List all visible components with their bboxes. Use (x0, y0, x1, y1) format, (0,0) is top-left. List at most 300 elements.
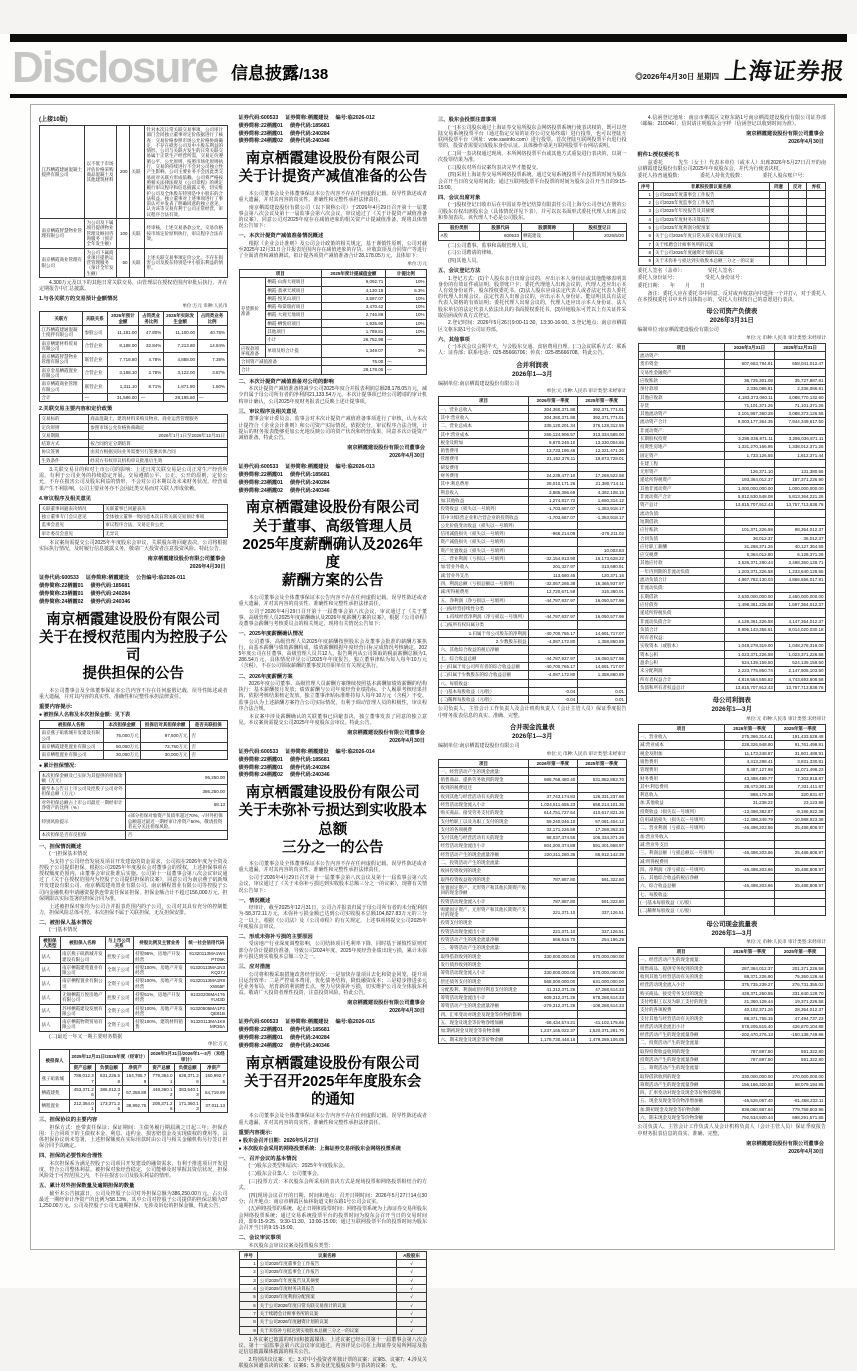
table-cell: -202,470,276.13 (724, 1031, 775, 1039)
table-cell (788, 248, 807, 256)
table-row (439, 646, 627, 654)
table-cell: 68,079,194.95 (775, 1080, 826, 1088)
table-cell: 非流动资产: (638, 426, 724, 434)
table-cell: 减:所得税费用 (638, 857, 724, 865)
table-row (239, 1260, 427, 1268)
statement-title-line: 2026年3月31日 (709, 317, 754, 325)
table-cell: 关联董事已回避表决 (103, 504, 227, 512)
table-cell: 管理费用 (439, 455, 529, 463)
table-cell: 关于续聘会计师事务所的议案 (258, 1309, 397, 1317)
table-row (638, 509, 826, 517)
table-cell: 220,311,280.35 (529, 850, 578, 858)
table-row (638, 215, 826, 223)
table-cell (529, 919, 578, 927)
table-cell: 经营活动现金流入小计 (638, 981, 724, 989)
table-cell: 持股100%，房地产开发经营 (133, 977, 186, 991)
section-heading: 五、累计对外担保数量及逾期担保的数量 (39, 1183, 135, 1190)
table-row (40, 423, 228, 431)
table-row (40, 785, 228, 799)
table-row (40, 521, 228, 529)
table-row (638, 898, 826, 906)
table-cell: 二、营业总成本 (439, 422, 529, 430)
table-cell: √ (397, 1318, 427, 1326)
table-row (638, 609, 826, 617)
table-cell: 600533 (480, 232, 521, 240)
table-cell: 对外担保总额占上市公司最近一期经审计净资产的比例（%） (40, 798, 126, 812)
table-cell: 由双方根据实际业务需要另行签署具体合同 (88, 448, 227, 456)
table-cell: 南京金基栖霞置业有限公司 (40, 366, 83, 380)
table-row (239, 1285, 427, 1293)
body-paragraph: 编制单位:南京栖霞建设股份有限公司 (438, 380, 520, 387)
table-cell: 31,586.00 (107, 393, 139, 401)
table-cell: 全资子公司 (105, 1004, 133, 1018)
table-cell: 处置固定资产、无形资产和其他长期资产收回的现金净额 (439, 883, 529, 897)
table-header-cell: 被担保人名称 (60, 936, 105, 950)
code-text: 债券简称:22栖霞01 (238, 122, 283, 129)
table-row (638, 224, 826, 232)
table-cell: 3,488,360,128.71 (775, 559, 826, 567)
table-cell: 88,371,226.90 (724, 973, 775, 981)
table-cell: 筹资活动产生的现金流量净额 (638, 1080, 724, 1088)
table-cell: 长期借款 (638, 592, 724, 600)
table-row (439, 1002, 627, 1010)
table-cell: 一、经营活动产生的现金流量: (439, 767, 529, 775)
table-cell: — (197, 393, 227, 401)
table-cell (529, 944, 578, 952)
table-cell: 13,733,196.46 (529, 447, 578, 455)
table-cell: 10% (385, 294, 426, 302)
signature-line: 南京栖霞建设股份有限公司董事会 (347, 729, 425, 736)
table-cell: 17,268,522.58 (577, 472, 626, 480)
table-row (439, 613, 627, 621)
table-cell: 公司2025年度监事会工作报告 (258, 1268, 397, 1276)
table-cell: A股 (439, 232, 480, 240)
body-paragraph: 本公司董事会及全体董事保证本公告内容不存在任何虚假记载、误导性陈述或者重大遗漏，并对其内容的真实性、准确性和完整性承担法律责任。 (238, 861, 427, 874)
table-cell: 13,757,713,838.76 (775, 683, 826, 691)
table-cell: 公司2025年度利润分配预案 (258, 1293, 397, 1301)
table-cell (769, 240, 788, 248)
table-cell: 加:营业外收入 (439, 563, 529, 571)
table-header-cell: 项目 (439, 397, 529, 405)
table-row (239, 319, 427, 327)
table-cell: 13,815,707,912.43 (724, 501, 775, 509)
table-row (239, 344, 427, 358)
table-cell: 16,366,937.97 (577, 579, 626, 587)
table-row (40, 529, 228, 537)
table-cell: 1,178,730,448.16 (529, 1035, 578, 1043)
table-row (40, 1018, 228, 1032)
table-row (638, 257, 826, 265)
table-cell: 3,188.10 (107, 366, 139, 380)
announcement-headline (239, 150, 428, 187)
body-paragraph: 担保方式：连带责任保证；保证期间：主债务履行期届满之日起三年；担保范围：主合同项下的主债权本金、利息、违约金、损害赔偿金及实现债权的费用等。具体担保协议尚未签署，上述担保额度在实际用款时由公司与相关金融机构另行签订担保合同予以确定。 (39, 1124, 228, 1150)
body-paragraph: 1.各议案已披露的时间和披露媒体：上述议案已经公司第十一届董事会第八次会议、第十一届监事会第六次会议审议通过，内容详见公司在上海证券交易所网站及指定信息披露媒体披露的相关公告。 (238, 1336, 427, 1356)
table-row (638, 1097, 826, 1105)
table-cell: 72,750万元 (141, 742, 190, 750)
table-cell: 100 (116, 219, 129, 248)
table-cell: 购建固定资产、无形资产和其他长期资产支付的现金 (439, 905, 529, 919)
signature (239, 729, 426, 745)
table-cell: 64,719.99 (201, 1085, 227, 1099)
table-cell: 570,000,000.00 (577, 952, 626, 960)
table-cell: 南京燕子矶新城开发建设有限公司 (40, 729, 104, 743)
table-cell: 投资活动产生的现金流量净额 (439, 936, 529, 944)
table-cell: 330,000,000.00 (724, 1072, 775, 1080)
table-cell: 25,488,808.97 (775, 882, 826, 890)
unit-line: 单位:元 币种:人民币 审计类型:未经审计 (546, 750, 627, 756)
table-cell: 779,759,803.96 (775, 1105, 826, 1113)
table-row (439, 488, 627, 496)
code-text: 债券简称:22栖霞01 (238, 756, 283, 763)
data-table (39, 504, 228, 538)
table-cell (724, 1089, 775, 1097)
body-paragraph: (一)本次会议会期半天，与会股东交通、食宿费用自理。(二)会议联系方式：联系人：证券部；联系电话：025-85666706；传真：025-85666708。特此公告。 (438, 344, 627, 357)
table-cell: 156,156,320.93 (724, 1080, 775, 1088)
table-cell: 3,286,036,871.11 (775, 434, 826, 442)
table-cell: 4,147,364,012.37 (775, 617, 826, 625)
table-cell: -0.04 (529, 696, 578, 704)
table-cell: 21,360,128.44 (724, 997, 775, 1005)
table-cell: 3,088,373,126.55 (775, 410, 826, 418)
table-cell: 其他流动资产 (638, 410, 724, 418)
table-cell (724, 517, 775, 525)
headline-line: 提供担保的公告 (82, 666, 184, 683)
table-cell: 8,003,177,364.35 (724, 418, 775, 426)
table-cell: 栖霞·悦见山项目 (265, 294, 321, 302)
table-row (239, 358, 427, 366)
table-cell: (二)按所有权归属分类 (439, 621, 529, 629)
table-cell: 16,050,577.96 (577, 613, 626, 621)
table-cell: 关于公司2026年度日常关联交易预计的议案 (653, 232, 769, 240)
section-heading: 2.关联交易主要内容和定价政策 (39, 406, 113, 413)
table-cell: 1,697,364,012.37 (775, 600, 826, 608)
table-cell: 25,488,808.97 (775, 849, 826, 857)
table-row (638, 1114, 826, 1122)
body-paragraph: 本议案中涉及薪酬确认的关联董事已回避表决，独立董事发表了同意的独立意见。本议案尚需提交公司2025年年度股东会审议。特此公告。 (238, 713, 427, 726)
data-table (39, 771, 228, 840)
table-row (40, 339, 228, 353)
table-cell: 六、期末现金及现金等价物余额 (638, 1114, 724, 1122)
table-row (439, 555, 627, 563)
table-cell: -9,186,922.38 (775, 807, 826, 815)
table-cell: 交易标的 (40, 415, 89, 423)
body-paragraph: (一)本公司股东通过上海证券交易所股东会网络投票系统行使表决权的，既可以登陆交易系统投票平台（通过指定交易的证券公司交易终端）进行投票，也可以登陆互联网投票平台（网址：vote.sseinfo.com）进行投票。首次登陆互联网投票平台进行投票的，投资者需要完成股东身份认证。具体操作请见互联网投票平台网站说明。 (438, 124, 627, 150)
table-cell: 658,041,012.47 (775, 360, 826, 368)
table-row (638, 1056, 826, 1064)
table-cell: 非流动资产合计 (638, 493, 724, 501)
code-text: 债券代码:185681 (90, 583, 131, 590)
table-cell: 法人 (40, 1018, 61, 1032)
table-cell: 收回投资收到的现金 (439, 867, 529, 875)
table-row (40, 742, 228, 750)
table-cell: 91320113MA1W4PT09K (186, 950, 227, 964)
table-row (40, 1099, 228, 1113)
table-cell: 787,887.80 (529, 875, 578, 883)
table-cell: 37,011.13 (201, 1099, 227, 1113)
table-cell: (一)基本每股收益（元/股） (638, 898, 724, 906)
table-cell: 275,366,314.41 (724, 733, 775, 741)
table-cell: 3,885,396.69 (529, 488, 578, 496)
table-header-cell: 2026年第一季度 (724, 724, 775, 732)
table-cell: 1.持续经营净利润（净亏损以－号填列） (439, 613, 529, 621)
table-cell: 1,498,361,226.58 (724, 600, 775, 608)
data-table (39, 311, 228, 402)
table-cell: 1,237,165,022.37 (529, 1027, 578, 1035)
table-row (439, 801, 627, 809)
statement-title-line: 2026年1—3月 (711, 929, 752, 937)
table-cell: 预付款项 (638, 385, 724, 393)
table-cell: 公司2025年度财务决算报告 (653, 215, 769, 223)
code-text: 债券简称:24栖霞02 (238, 772, 283, 779)
table-cell: 335,120,201.34 (529, 422, 578, 430)
table-cell: 非流动负债合计 (638, 617, 724, 625)
code-text: 证券代码:600533 (39, 575, 79, 582)
table-row (239, 1268, 427, 1276)
table-row (239, 294, 427, 302)
table-header-cell: 项目 (439, 759, 529, 767)
table-cell: 4,819,564,555.82 (724, 675, 775, 683)
table-row (638, 964, 826, 972)
table-cell (577, 679, 626, 687)
table-cell: 税金及附加 (638, 749, 724, 757)
table-cell (529, 784, 578, 792)
table-cell: 减:所得税费用 (439, 588, 529, 596)
table-row (239, 1293, 427, 1301)
table-cell: 428,371,260.55 (724, 989, 775, 997)
headline-line: 2025年度薪酬确认及2026年度 (242, 536, 423, 572)
table-cell (807, 215, 826, 223)
section-heading: 三、应对措施 (238, 964, 271, 971)
table-row (439, 936, 627, 944)
announcement-headline (239, 499, 428, 590)
table-cell: 221,371.10 (529, 927, 578, 935)
table-cell: 二、营业利润（亏损以－号填列） (638, 824, 724, 832)
table-cell: 591,322.80 (577, 875, 626, 883)
table-row (638, 824, 826, 832)
table-header-cell: 担保后对其担保余额 (141, 721, 190, 729)
table-cell: 南京栖霞商业管理有限公司 (40, 248, 85, 277)
table-cell: 578,205,515.40 (724, 1022, 775, 1030)
table-header-cell: 净资产 (201, 1064, 227, 1072)
table-cell: 加:营业外收入 (638, 832, 724, 840)
table-cell (788, 199, 807, 207)
table-cell: 13,757,713,838.76 (775, 501, 826, 509)
brand-title: Disclosure (12, 43, 217, 93)
table-cell: 利息收入 (638, 791, 724, 799)
table-cell: 二、投资活动产生的现金流量: (439, 859, 529, 867)
table-row (439, 842, 627, 850)
table-cell (577, 646, 626, 654)
table-row (40, 353, 228, 367)
table-cell: 14,691,717.07 (577, 629, 626, 637)
table-cell (529, 883, 578, 897)
table-cell (775, 1039, 826, 1047)
newspaper-name: 上海证券报 (723, 58, 847, 85)
table-cell (775, 459, 826, 467)
table-row (638, 857, 826, 865)
table-cell: 公司2025年度董事会工作报告 (258, 1260, 397, 1268)
securities-codes (39, 575, 228, 606)
table-cell: 栖霞建苑 (40, 1085, 70, 1099)
table-cell: 四、汇率变动对现金及现金等价物的影响 (439, 1010, 529, 1018)
table-cell: 取得借款收到的现金 (439, 952, 529, 960)
securities-codes-line (239, 1027, 428, 1035)
securities-codes (239, 115, 428, 146)
headline-line: 关于未弥补亏损达到实收股本总额 (238, 803, 427, 838)
table-cell: 1,023,371,226.58 (724, 650, 775, 658)
securities-codes (239, 1019, 428, 1050)
table-cell (577, 604, 626, 612)
table-cell: 南京栖霞建苑置业有限公司 (60, 963, 105, 977)
table-cell: 投资支付的现金 (439, 919, 529, 927)
signature-line: 南京栖霞建设股份有限公司董事会 (746, 1140, 824, 1147)
table-cell: 524,139,159.50 (724, 659, 775, 667)
table-cell: 66,912,142.39 (577, 850, 626, 858)
table-header-cell: 2025年第一季度 (577, 759, 626, 767)
table-row (439, 883, 627, 897)
table-cell: 9 (638, 257, 653, 265)
table-header-row (239, 1251, 427, 1259)
table-cell (788, 232, 807, 240)
table-cell: 加:其他收益 (439, 496, 529, 504)
table-cell: 栖程置业 (40, 1099, 70, 1113)
table-header-cell: 议案名称 (258, 1251, 397, 1259)
table-cell: 1,733,126.55 (724, 451, 775, 459)
headline-line: 关于计提资产减值准备的公告 (238, 169, 427, 186)
table-cell: (一)基本每股收益（元/股） (439, 687, 529, 695)
table-row (40, 977, 228, 991)
table-row (439, 232, 627, 240)
table-cell: 37,743,174.83 (529, 792, 578, 800)
table-cell: 加:期初现金及现金等价物余额 (638, 1105, 724, 1113)
table-header-cell: 净资产 (122, 1064, 148, 1072)
table-row (439, 604, 627, 612)
table-cell: 流动资产合计 (638, 418, 724, 426)
table-cell: 2,630,000,000.00 (724, 592, 775, 600)
table-cell (775, 634, 826, 642)
table-row (638, 807, 826, 815)
code-text: 债券代码:185681 (289, 472, 330, 478)
table-cell: 3,526,371,280.44 (724, 559, 775, 567)
table-cell: 应交税费 (638, 551, 724, 559)
table-cell: 12,720,671.59 (529, 588, 578, 596)
table-row (638, 882, 826, 890)
table-cell: 投资活动现金流出小计 (439, 927, 529, 935)
table-cell: 三、营业利润（亏损以－号填列） (439, 555, 529, 563)
table-cell: 以不低于市场评估价格采购商品混凝土及其他建筑材料 (85, 126, 117, 219)
table-cell: 9 (239, 1326, 258, 1334)
table-cell: 531,882,863.70 (577, 776, 626, 784)
table-row (638, 849, 826, 857)
table-cell: 392,371,771.01 (577, 405, 626, 413)
table-cell: 3,470.42 (322, 303, 386, 311)
table-cell (529, 767, 578, 775)
table-cell: 2.78% (139, 366, 163, 380)
table-cell: 287,364,012.37 (724, 964, 775, 972)
table-cell (788, 257, 807, 265)
table-cell: 参照市场公允价格协商确定 (88, 423, 227, 431)
table-cell: 120,371.16 (577, 571, 626, 579)
table-cell: 经双方有权审议机构审议批准后生效 (88, 456, 227, 464)
table-cell: 8,996,143,356.61 (724, 625, 775, 633)
table-cell: 1,048,278,319.00 (724, 642, 775, 650)
code-text: 编号:临2026-012 (335, 115, 375, 121)
table-cell: 公司2025年年度报告及其摘要 (653, 207, 769, 215)
section-heading: 二、会议审议事项 (238, 1235, 281, 1242)
table-cell: 独立董事专门会议意见 (40, 513, 104, 521)
table-cell: 7,213.80 (163, 339, 197, 353)
statement-title (638, 920, 827, 939)
table-cell: 453,371.26 (70, 1085, 96, 1099)
table-row (239, 1309, 427, 1317)
table-cell: 4,866,656,017.81 (775, 576, 826, 584)
table-row (439, 579, 627, 587)
table-cell: 筹资活动现金流出小计 (439, 994, 529, 1002)
table-cell: 偿还债务支付的现金 (439, 977, 529, 985)
table-cell: 存货 (638, 401, 724, 409)
table-cell: 经营活动现金流入小计 (439, 801, 529, 809)
table-cell: 2,147,905,103.50 (775, 667, 826, 675)
table-row (40, 393, 228, 401)
table-cell: 其中:营业收入 (439, 414, 529, 422)
table-cell (769, 215, 788, 223)
table-row (439, 994, 627, 1002)
table-cell: 盈余公积 (638, 659, 724, 667)
table-cell: 91320113MA1R8XW65F (186, 977, 227, 991)
body-paragraph: 本次担保系为满足控股子公司项目开发建设的融资需求，有利于推进项目开发进度，符合公司整体利益。被担保对象经营稳定，公司能够及时掌握其资信状况，担保风险处于可控范围之内，不存在损害公司及股东利益的情形。 (39, 1160, 228, 1180)
table-cell: 无异议 (103, 529, 227, 537)
table-cell: 固定资产 (638, 451, 724, 459)
table-cell: 779,364.01 (148, 1072, 174, 1086)
table-cell (577, 784, 626, 792)
table-cell: 1,274,817.72 (529, 496, 578, 504)
table-row (439, 792, 627, 800)
section-heading: 二、2026年度薪酬方案 (238, 673, 293, 680)
body-paragraph: (三)投票方式：本次股东会所采用的表决方式是现场投票和网络投票相结合的方式。 (238, 1178, 427, 1191)
body-paragraph: 本议案尚需提交公司2025年年度股东会审议，关联股东将回避表决。公司将根据实际执行情况，及时履行信息披露义务，敬请广大投资者注意投资风险。特此公告。 (39, 539, 228, 553)
table-cell: 32.84% (139, 339, 163, 353)
table-cell: 591,322.80 (577, 897, 626, 905)
table-cell: 631,000,000.00 (577, 977, 626, 985)
table-cell: 0.01 (577, 687, 626, 695)
table-cell (529, 867, 578, 875)
table-cell: 长期股权投资 (638, 434, 724, 442)
table-row (439, 463, 627, 471)
table-cell (775, 1064, 826, 1072)
table-cell: 76.00 (322, 358, 386, 366)
table-row (239, 336, 427, 344)
table-cell: 减:营业外支出 (439, 571, 529, 579)
table-cell: 11,071,498.23 (775, 766, 826, 774)
table-cell: 91320206MA1T6YU43D (186, 990, 227, 1004)
table-cell: 公司2025年度利润分配预案 (653, 224, 769, 232)
code-text: 公告编号:临2026-011 (136, 575, 186, 582)
table-cell: 4,088,770,132.60 (775, 393, 826, 401)
table-cell: 1,789.81 (322, 327, 386, 335)
body-paragraph: 南京栖霞建设股份有限公司（以下简称公司）于2026年4月29日召开第十一届董事会第八次会议及第十一届监事会第六次会议，审议通过了《关于计提资产减值准备的议案》，同意公司对2025年度存在减值迹象的相关资产计提减值准备，现将具体情况公告如下： (238, 204, 427, 230)
code-text: 证券代码:600533 (238, 1019, 279, 1026)
table-row (638, 1006, 826, 1014)
table-row (638, 973, 826, 981)
table-cell: 全体独立董事一致同意本次日常关联交易预计事项 (103, 513, 227, 521)
table-cell: 其他应付款 (638, 559, 724, 567)
table-cell: 法人 (40, 990, 61, 1004)
table-cell: 304,360,371.88 (529, 405, 578, 413)
table-cell: 24,239,477.10 (529, 472, 578, 480)
table-row (439, 679, 627, 687)
table-row (638, 956, 826, 964)
table-row (638, 551, 826, 559)
